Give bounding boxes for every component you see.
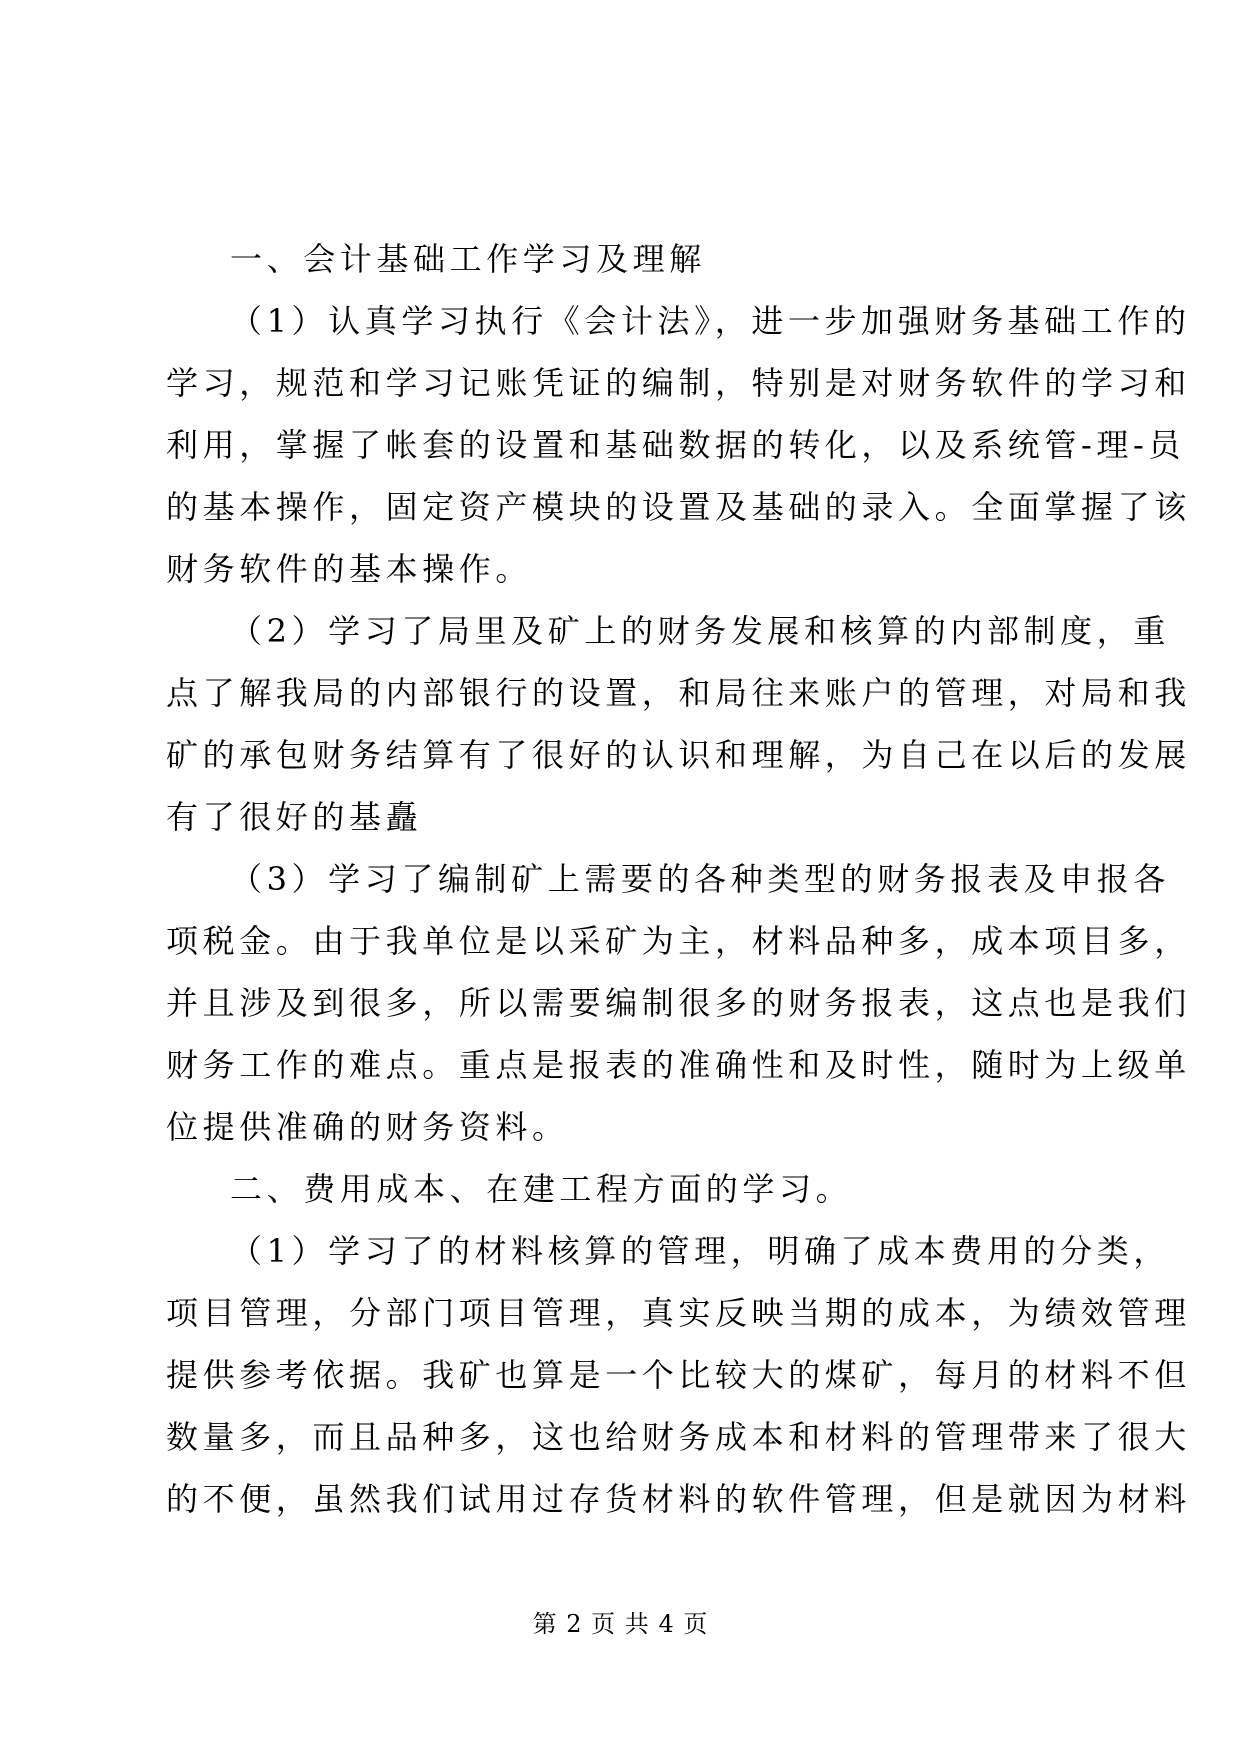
paragraph-line: 并且涉及到很多，所以需要编制很多的财务报表，这点也是我们 <box>166 984 1191 1022</box>
document-body <box>166 228 1191 1530</box>
paragraph-line: 有了很好的基矗 <box>166 798 423 836</box>
section-heading-1: 一、会计基础工作学习及理解 <box>230 240 706 278</box>
paragraph-line: 学习，规范和学习记账凭证的编制，特别是对财务软件的学习和 <box>166 364 1191 402</box>
paragraph-line: 矿的承包财务结算有了很好的认识和理解，为自己在以后的发展 <box>166 736 1191 774</box>
paragraph-line: （1）学习了的材料核算的管理，明确了成本费用的分类， <box>230 1232 1170 1270</box>
paragraph-line: （2）学习了局里及矿上的财务发展和核算的内部制度，重 <box>230 612 1170 650</box>
paragraph-line: 提供参考依据。我矿也算是一个比较大的煤矿，每月的材料不但 <box>166 1356 1191 1394</box>
paragraph-line: 的不便，虽然我们试用过存货材料的软件管理，但是就因为材料 <box>166 1480 1191 1518</box>
paragraph-line: （1）认真学习执行《会计法》，进一步加强财务基础工作的 <box>230 302 1191 340</box>
paragraph-line: （3）学习了编制矿上需要的各种类型的财务报表及申报各 <box>230 860 1170 898</box>
paragraph-line: 项目管理，分部门项目管理，真实反映当期的成本，为绩效管理 <box>166 1294 1191 1332</box>
section-heading-2: 二、费用成本、在建工程方面的学习。 <box>230 1170 853 1208</box>
paragraph-line: 数量多，而且品种多，这也给财务成本和材料的管理带来了很大 <box>166 1418 1191 1456</box>
paragraph-line: 利用，掌握了帐套的设置和基础数据的转化，以及系统管-理-员 <box>166 426 1186 464</box>
paragraph-line: 财务工作的难点。重点是报表的准确性和及时性，随时为上级单 <box>166 1046 1191 1084</box>
paragraph-line: 项税金。由于我单位是以采矿为主，材料品种多，成本项目多， <box>166 922 1191 960</box>
paragraph-line: 点了解我局的内部银行的设置，和局往来账户的管理，对局和我 <box>166 674 1191 712</box>
paragraph-line: 位提供准确的财务资料。 <box>166 1108 569 1146</box>
paragraph-line: 的基本操作，固定资产模块的设置及基础的录入。全面掌握了该 <box>166 488 1191 526</box>
page-footer: 第 2 页 共 4 页 <box>532 1610 709 1638</box>
paragraph-line: 财务软件的基本操作。 <box>166 550 533 588</box>
